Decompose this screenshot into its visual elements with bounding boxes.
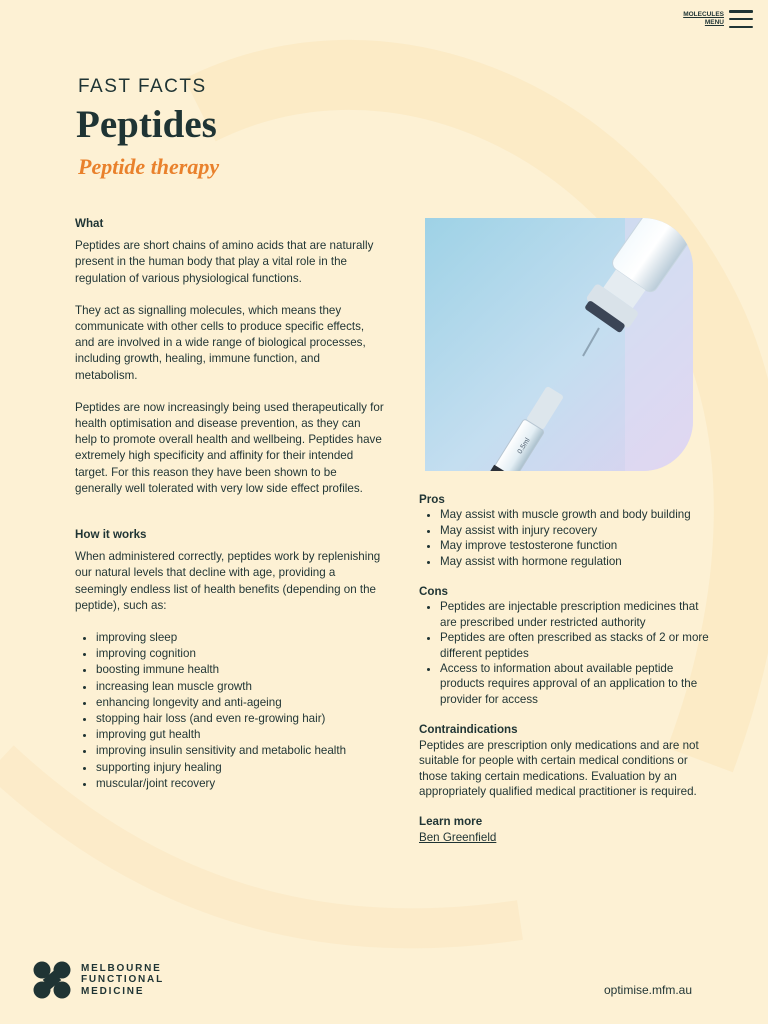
page-title: Peptides	[76, 103, 217, 146]
menu-label-line1[interactable]: MOLECULES	[683, 11, 724, 18]
list-item: • increasing lean muscle growth	[96, 679, 385, 695]
molecules-menu[interactable]	[683, 10, 753, 28]
list-item: • improving sleep	[96, 630, 385, 646]
list-item: • May assist with muscle growth and body building	[440, 507, 711, 522]
what-paragraph-3: Peptides are now increasingly being used therapeutically for health optimisation and disease prevention, as they can help to promote overall health and wellbeing. Peptides have extremely high specificity and affinity for their intended target. For this reason they have been shown to be generally well tolerated with very low side effect profiles.	[75, 400, 384, 495]
logo-line-3: MEDICINE	[81, 985, 145, 997]
list-item: • May improve testosterone function	[440, 538, 711, 553]
logo-line-1: MELBOURNE	[81, 962, 162, 974]
what-heading: What	[75, 217, 104, 230]
left-column	[75, 216, 385, 792]
list-item: • improving gut health	[96, 727, 385, 743]
contraindications-text: Peptides are prescription only medications and are not suitable for people with certain medical conditions or those taking certain medications. Evaluation by an appropriately qualified medical practitioner is required.	[419, 738, 699, 798]
logo-line-2: FUNCTIONAL	[81, 974, 164, 986]
menu-label[interactable]	[683, 11, 724, 27]
hamburger-menu-icon[interactable]	[729, 10, 753, 28]
syringe-vial-photo	[425, 218, 693, 471]
list-item: • enhancing longevity and anti-ageing	[96, 695, 385, 711]
what-paragraph-1: Peptides are short chains of amino acids that are naturally present in the human body that play a vital role in the regulation of various physiological functions.	[75, 239, 374, 285]
contraindications-heading: Contraindications	[419, 723, 518, 737]
molecule-logo-icon	[32, 960, 72, 1000]
list-item: • boosting immune health	[96, 662, 385, 678]
mfm-logo[interactable]	[32, 960, 164, 1000]
menu-label-line2[interactable]: MENU	[704, 19, 724, 26]
pros-heading: Pros	[419, 493, 445, 506]
list-item: • May assist with injury recovery	[440, 523, 711, 538]
list-item: • Peptides are injectable prescription medicines that are prescribed under restricted authority	[440, 599, 711, 630]
logo-wordmark	[81, 963, 164, 998]
list-item: • muscular/joint recovery	[96, 776, 385, 792]
list-item: • improving insulin sensitivity and metabolic health	[96, 743, 385, 759]
website-url[interactable]: optimise.mfm.au	[604, 983, 693, 997]
benefits-list	[75, 630, 385, 792]
cons-heading: Cons	[419, 585, 448, 599]
how-heading: How it works	[75, 528, 147, 542]
list-item: • Peptides are often prescribed as stacks of 2 or more different peptides	[440, 630, 711, 661]
page-kicker: FAST FACTS	[78, 76, 207, 97]
ben-greenfield-link[interactable]: Ben Greenfield	[419, 830, 497, 844]
page-subtitle: Peptide therapy	[78, 154, 220, 179]
pros-list	[419, 507, 711, 569]
list-item: • May assist with hormone regulation	[440, 554, 711, 569]
list-item: • supporting injury healing	[96, 760, 385, 776]
cons-list	[419, 599, 711, 707]
how-intro: When administered correctly, peptides work by replenishing our natural levels that decline with age, providing a seemingly endless list of health benefits (depending on the peptide), such as:	[75, 550, 381, 612]
list-item: • improving cognition	[96, 646, 385, 662]
list-item: • stopping hair loss (and even re-growing hair)	[96, 711, 385, 727]
what-paragraph-2: They act as signalling molecules, which means they communicate with other cells to produce specific effects, and are involved in a wide range of biological processes, including growth, healing, immune function, and metabolism.	[75, 303, 366, 382]
syringe-label: 0.5ml	[516, 437, 532, 456]
right-column	[419, 492, 711, 845]
list-item: • Access to information about available peptide products requires approval of an application to the provider for access	[440, 661, 711, 707]
learn-more-heading: Learn more	[419, 815, 483, 829]
